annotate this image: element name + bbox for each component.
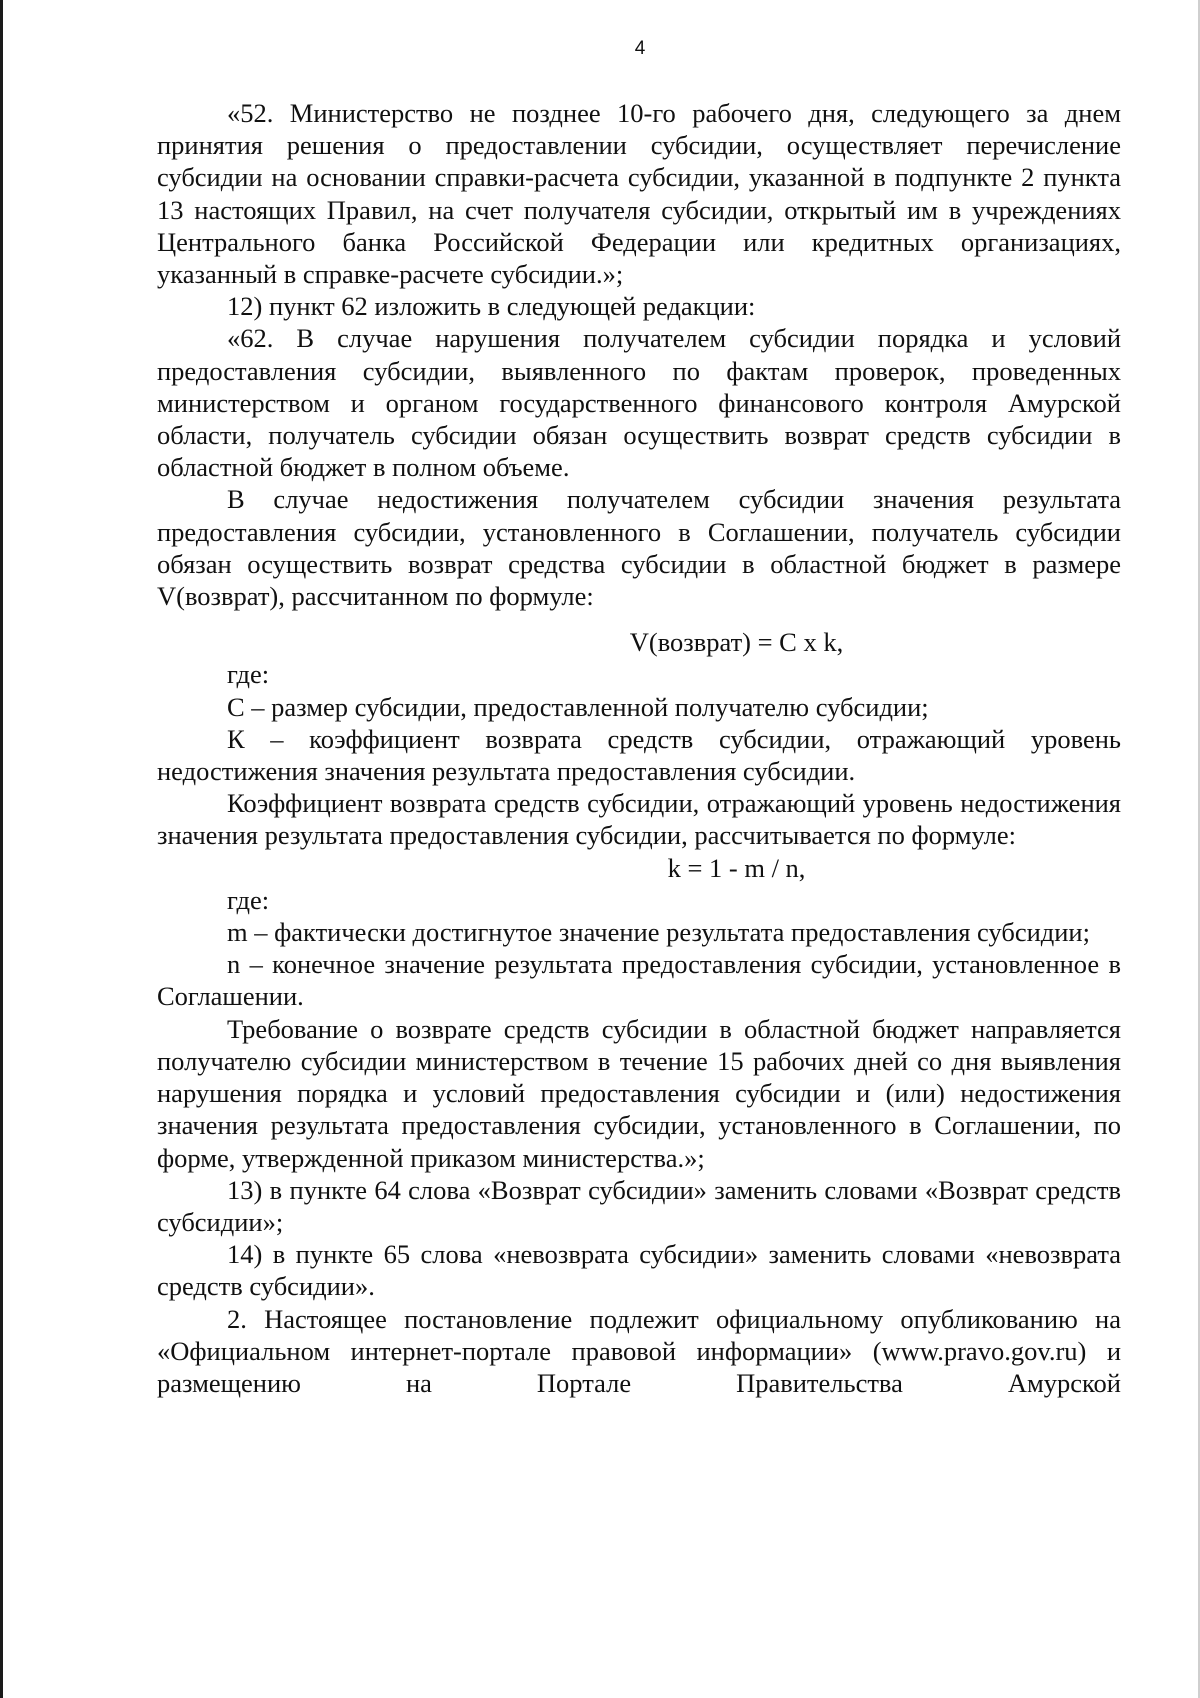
where-label-2: где: [227, 884, 270, 915]
definition-m: m – фактически достигнутое значение результата предоставления субсидии; [227, 917, 1090, 948]
scan-left-edge [0, 0, 3, 1698]
definition-k: К – коэффициент возврата средств субсидии, отражающий уровень недостижения значения результата предоставления субсидии. [157, 723, 1121, 787]
paragraph-non-achievement: В случае недостижения получателем субсидии значения результата предоставления субсидии, установленного в Соглашении, получатель субсидии обязан осуществить возврат средства субсидии в областной бюджет в размере V(возврат), рассчитанном по формуле: [157, 484, 1121, 612]
formula-coefficient: k = 1 - m / n, [667, 852, 806, 883]
paragraph-item-14: 14) в пункте 65 слова «невозврата субсидии» заменить словами «невозврата средств субсидии». [157, 1239, 1121, 1302]
paragraph-item-12: 12) пункт 62 изложить в следующей редакции: [227, 291, 756, 322]
paragraph-requirement: Требование о возврате средств субсидии в областной бюджет направляется получателю субсидии министерством в течение 15 рабочих дней со дня выявления нарушения порядка и условий предоставления субсидии и (или) недостижения значения результата предоставления субсидии, установленного в Соглашении, по форме, утвержденной приказом министерства.»; [157, 1013, 1121, 1173]
paragraph-publication: 2. Настоящее постановление подлежит официальному опубликованию на «Официальном интернет-портале правовой информации» (www.pravo.gov.ru) и размещению на Портале Правительства Амурской [157, 1303, 1121, 1398]
paragraph-item-13: 13) в пункте 64 слова «Возврат субсидии» заменить словами «Возврат средств субсидии»; [157, 1174, 1121, 1237]
paragraph-62: «62. В случае нарушения получателем субсидии порядка и условий предоставления субсидии, выявленного по фактам проверок, проведенных министерством и органом государственного финансового контроля Амурской области, получатель субсидии обязан осуществить возврат средств субсидии в областной бюджет в полном объеме. [157, 323, 1121, 483]
document-body [157, 97, 1121, 1399]
where-label-1: где: [227, 659, 270, 690]
definition-n: n – конечное значение результата предоставления субсидии, установленное в Соглашении. [157, 949, 1121, 1012]
page-number: 4 [634, 38, 646, 59]
formula-return-amount: V(возврат) = C x k, [629, 627, 844, 658]
definition-c: С – размер субсидии, предоставленной получателю субсидии; [227, 691, 929, 722]
paragraph-coefficient: Коэффициент возврата средств субсидии, отражающий уровень недостижения значения результата предоставления субсидии, рассчитывается по формуле: [157, 788, 1121, 851]
paragraph-52: «52. Министерство не позднее 10-го рабочего дня, следующего за днем принятия решения о предоставлении субсидии, осуществляет перечисление субсидии на основании справки-расчета субсидии, указанной в подпункте 2 пункта 13 настоящих Правил, на счет получателя субсидии, открытый им в учреждениях Центрального банка Российской Федерации или кредитных организациях, указанный в справке-расчете субсидии.»; [157, 98, 1121, 290]
